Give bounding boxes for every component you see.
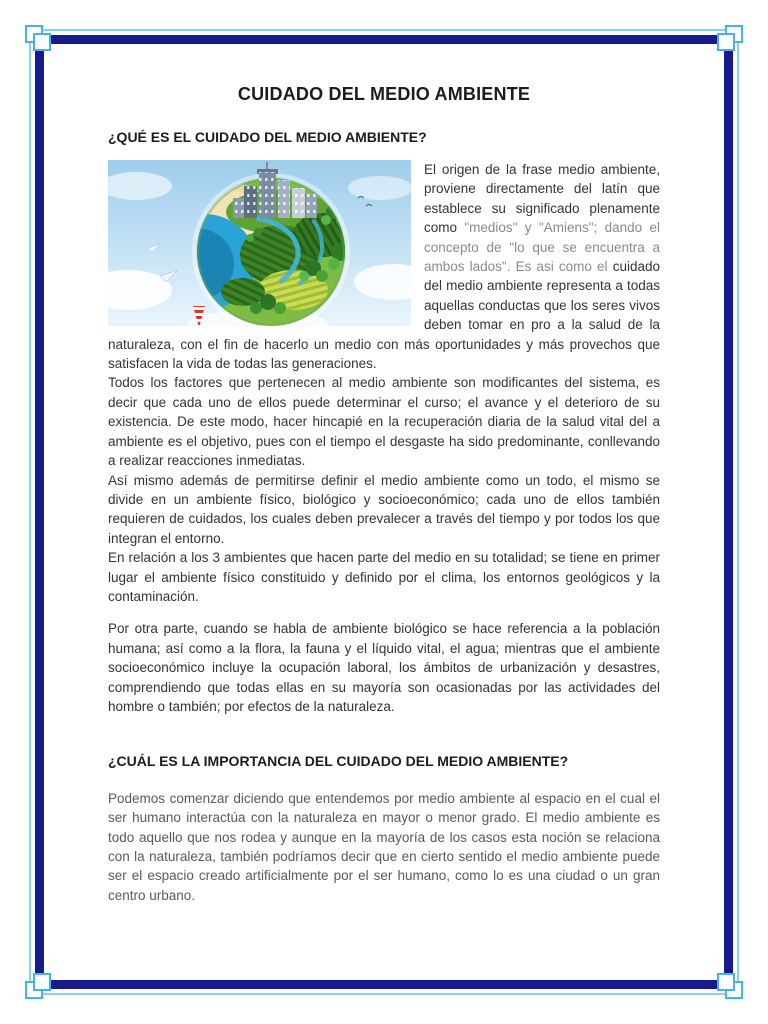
intro-rest: cuidado del medio ambiente representa a todas aquellas conductas que los seres vivos deben tomar en pro a la salud de la naturaleza, con el fin de hacerlo un medio con más oportunidades y más provechos que satisfacen la vida de todas las generaciones. bbox=[108, 259, 660, 372]
paragraph-factores: Todos los factores que pertenecen al medio ambiente son modificantes del sistema, es decir que cada uno de ellos puede determinar el curso; el avance y el deterioro de su existencia. De este modo, hacer hincapié en la recuperación diaria de la salud vital del a ambiente es el objetivo, pues con el tiempo el desgaste ha sido predominante, conllevando a realizar reacciones inmediatas. bbox=[108, 375, 660, 469]
paragraph-ambientes: Así mismo además de permitirse definir el medio ambiente como un todo, el mismo se divide en un ambiente físico, biológico y socioeconómico; cada uno de ellos también requieren de cuidados, los cuales deben prevalecer a través del tiempo y por todos los que integran el entorno. bbox=[108, 472, 660, 546]
intro-quote-gray: "medios" y "Amiens"; dando el concepto de "lo que se encuentra a ambos lados". Es asi como el bbox=[424, 220, 660, 275]
heading-que-es: ¿QUÉ ES EL CUIDADO DEL MEDIO AMBIENTE? bbox=[108, 129, 427, 145]
earth-illustration bbox=[108, 160, 411, 326]
intro-lead: El origen de la frase medio ambiente, proviene directamente del latín que establece su significado plenamente como bbox=[424, 162, 660, 236]
heading-importancia: ¿CUÁL ES LA IMPORTANCIA DEL CUIDADO DEL MEDIO AMBIENTE? bbox=[108, 753, 569, 770]
border-corner-square bbox=[717, 973, 735, 991]
body-text bbox=[108, 160, 660, 905]
border-corner-square bbox=[717, 33, 735, 51]
border-corner-square bbox=[33, 33, 51, 51]
document-content bbox=[108, 84, 660, 905]
paragraph-importancia: Podemos comenzar diciendo que entendemos por medio ambiente al espacio en el cual el ser humano interactúa con la naturaleza en mayor o menor grado. El medio ambiente es todo aquello que nos rodea y aunque en la mayoría de los casos esta noción se relaciona con la naturaleza, también podríamos decir que en cierto sentido el medio ambiente puede ser el espacio creado artificialmente por el ser humano, como lo es una ciudad o un gran centro urbano. bbox=[108, 790, 660, 903]
paragraph-relacion: En relación a los 3 ambientes que hacen parte del medio en su totalidad; se tiene en primer lugar el ambiente físico constituido y definido por el clima, los entornos geológicos y la contaminación. bbox=[108, 550, 660, 604]
page-title: CUIDADO DEL MEDIO AMBIENTE bbox=[237, 84, 531, 104]
border-corner-square bbox=[33, 973, 51, 991]
paragraph-biologico: Por otra parte, cuando se habla de ambiente biológico se hace referencia a la población humana; así como a la flora, la fauna y el líquido vital, el agua; mientras que el ambiente socioeconómico incluye la ocupación laboral, los ámbitos de urbanización y desastres, comprendiendo que todas ellas en su mayoría son ocasionadas por las actividades del hombre o también; por efectos de la naturaleza. bbox=[108, 621, 660, 714]
